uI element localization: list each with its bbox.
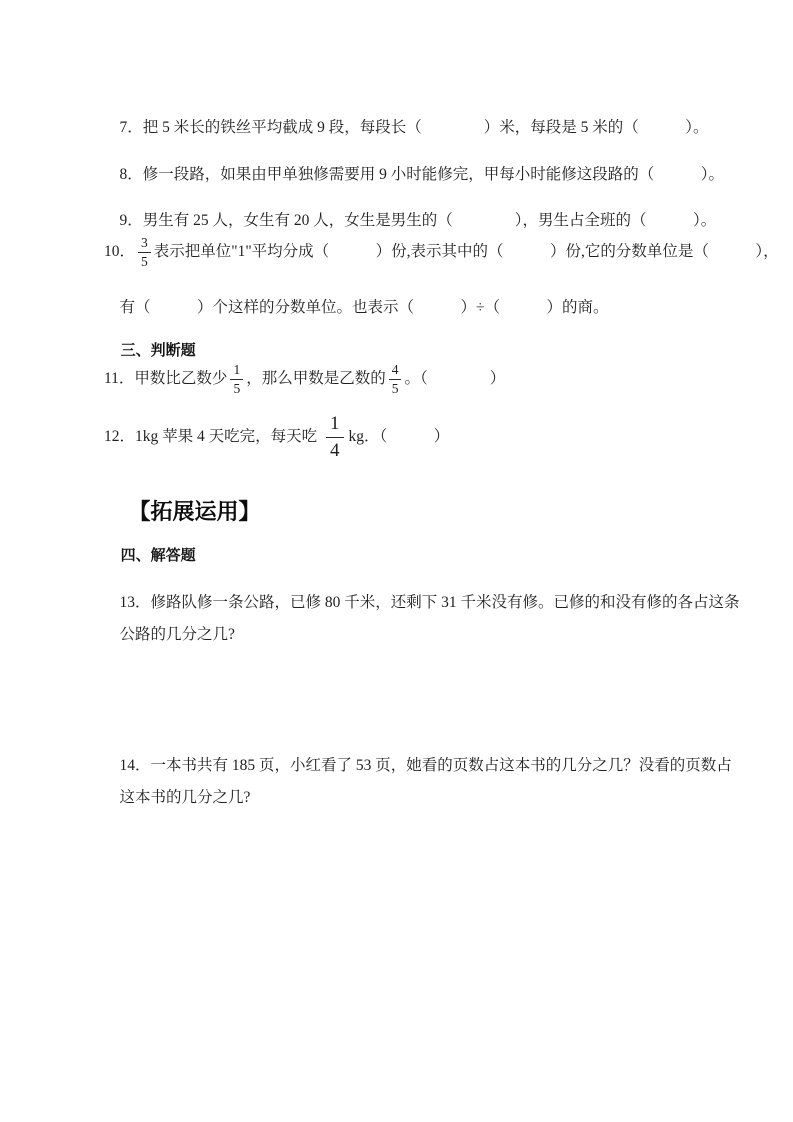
- question-11-seg1: 11．甲数比乙数少: [104, 370, 228, 388]
- question-14-line-2: [104, 771, 250, 824]
- question-10-line-1: [104, 229, 779, 275]
- section-solve-heading: [104, 530, 196, 582]
- fraction-denominator: 4: [330, 440, 340, 461]
- section-solve-heading-text: 四、解答题: [120, 547, 196, 565]
- fraction-denominator: 5: [141, 254, 148, 269]
- question-13-line-2: [104, 608, 235, 661]
- question-14-text-2: 这本书的几分之几?: [119, 788, 251, 806]
- fraction-numerator: 3: [138, 235, 151, 253]
- question-7-text: 7．把 5 米长的铁丝平均截成 9 段，每段长（ ）米，每段是 5 米的（ ）。: [119, 118, 709, 136]
- section-judge-heading-text: 三、判断题: [120, 342, 196, 360]
- question-10-prefix: 10．: [104, 243, 136, 261]
- fraction-four-fifths: [389, 362, 402, 396]
- fraction-one-fourth: [326, 413, 344, 461]
- question-13-text-2: 公路的几分之几?: [119, 625, 235, 643]
- question-12-seg1: 12．1kg 苹果 4 天吃完，每天吃: [104, 428, 322, 446]
- question-10-text-2: 有（ ）个这样的分数单位。也表示（ ）÷（ ）的商。: [119, 298, 609, 316]
- question-10-text: 表示把单位"1"平均分成（ ）份,表示其中的（ ）份,它的分数单位是（ ），: [153, 243, 779, 261]
- fraction-one-fifth: [230, 362, 243, 396]
- fraction-three-fifths: [138, 235, 151, 269]
- question-13-text-1: 13．修路队修一条公路，已修 80 千米，还剩下 31 千米没有修。已修的和没有修的各占这条: [119, 593, 740, 611]
- question-8-text: 8．修一段路，如果由甲单独修需要用 9 小时能修完，甲每小时能修这段路的（ ）。: [119, 165, 725, 183]
- question-11-seg3: 。（ ）: [404, 370, 506, 388]
- fraction-numerator: 1: [326, 413, 344, 438]
- question-7: [104, 101, 709, 154]
- fraction-numerator: 4: [389, 362, 402, 380]
- fraction-numerator: 1: [230, 362, 243, 380]
- fraction-denominator: 5: [233, 381, 241, 396]
- question-11: [104, 357, 505, 401]
- fraction-denominator: 5: [391, 381, 399, 396]
- question-9-text: 9．男生有 25 人，女生有 20 人，女生是男生的（ ），男生占全班的（ ）。: [119, 211, 717, 229]
- question-12: [104, 413, 449, 461]
- section-expand-heading-text: 【拓展运用】: [128, 499, 261, 525]
- question-11-seg2: ，那么甲数是乙数的: [246, 370, 386, 388]
- question-12-seg2: kg．（ ）: [348, 428, 450, 446]
- question-14-text-1: 14．一本书共有 185 页，小红看了 53 页，她看的页数占这本书的几分之几？没看的页数占: [119, 756, 732, 774]
